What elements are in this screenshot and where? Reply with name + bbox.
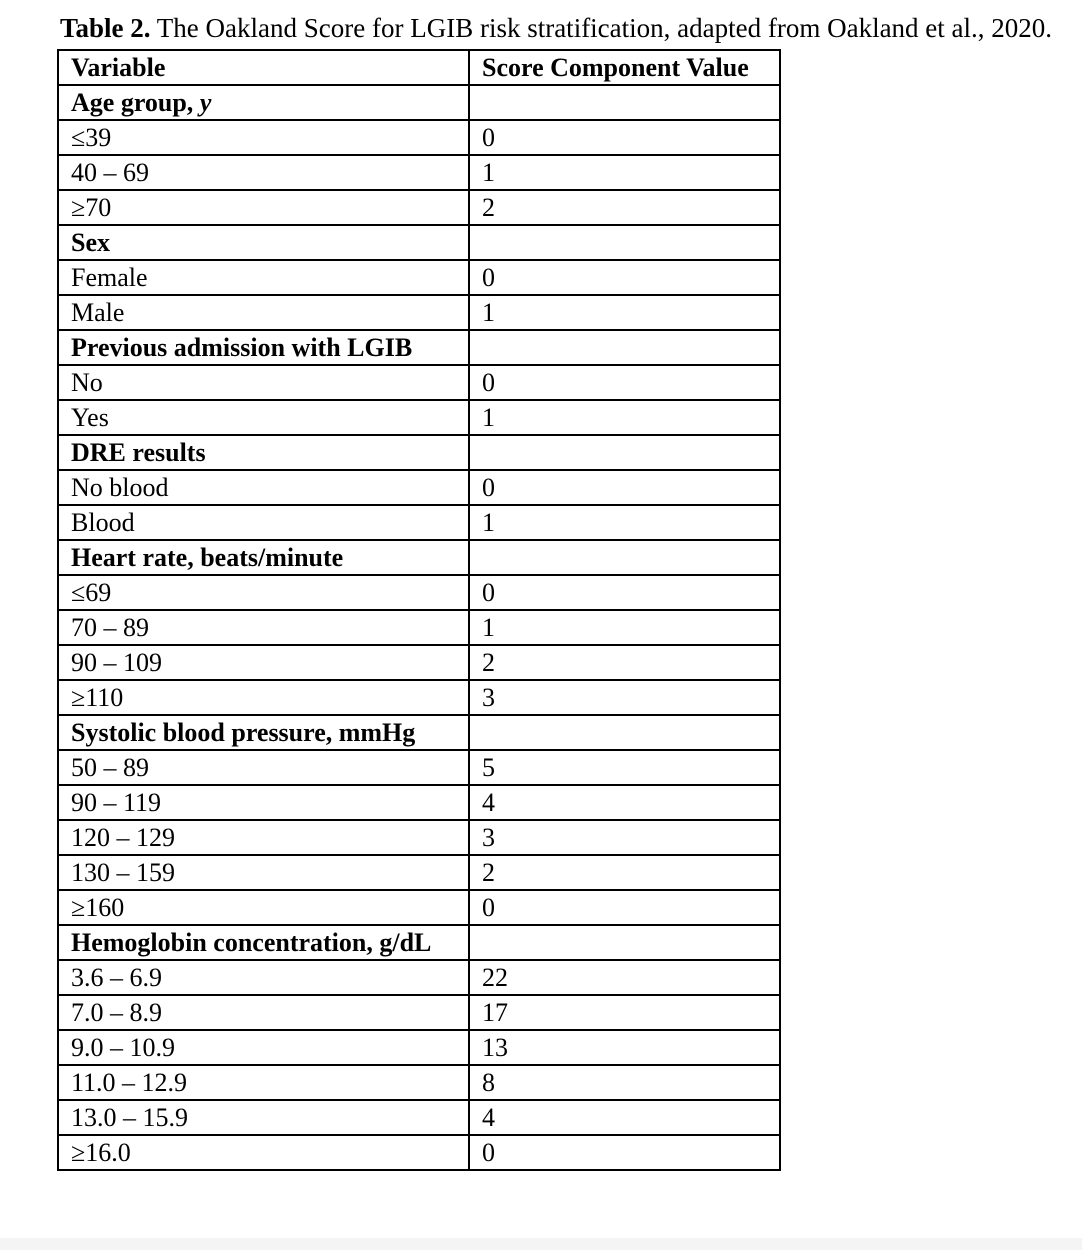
group-label-cell — [58, 330, 469, 365]
variable-text: Hemoglobin concentration, g/dL — [71, 928, 432, 957]
score-value-cell: 0 — [469, 120, 780, 155]
variable-cell — [58, 1135, 469, 1170]
score-value-cell: 17 — [469, 995, 780, 1030]
group-label-cell — [58, 925, 469, 960]
score-value-cell: 8 — [469, 1065, 780, 1100]
table-row — [58, 960, 780, 995]
variable-text: No — [71, 368, 103, 397]
score-value-cell: 1 — [469, 295, 780, 330]
variable-text: 70 – 89 — [71, 613, 149, 642]
table-row — [58, 190, 780, 225]
score-value-cell: 13 — [469, 1030, 780, 1065]
table-row — [58, 750, 780, 785]
score-value-cell: 1 — [469, 400, 780, 435]
variable-cell — [58, 470, 469, 505]
group-label-cell — [58, 435, 469, 470]
variable-cell — [58, 610, 469, 645]
table-group-row — [58, 225, 780, 260]
table-row — [58, 1100, 780, 1135]
variable-cell — [58, 785, 469, 820]
caption-label: Table 2. — [60, 13, 151, 43]
variable-cell — [58, 680, 469, 715]
score-value-cell: 3 — [469, 820, 780, 855]
table-row — [58, 575, 780, 610]
score-value-cell: 1 — [469, 505, 780, 540]
variable-text: 130 – 159 — [71, 858, 175, 887]
table-body — [58, 85, 780, 1170]
score-value-cell — [469, 435, 780, 470]
table-row — [58, 890, 780, 925]
table-row — [58, 505, 780, 540]
score-value-cell: 22 — [469, 960, 780, 995]
score-value-cell: 0 — [469, 260, 780, 295]
variable-text: 50 – 89 — [71, 753, 149, 782]
score-value-cell — [469, 85, 780, 120]
table-row — [58, 645, 780, 680]
variable-cell — [58, 820, 469, 855]
table-row — [58, 855, 780, 890]
variable-text: 90 – 119 — [71, 788, 162, 817]
score-value-cell: 0 — [469, 1135, 780, 1170]
variable-cell — [58, 505, 469, 540]
variable-text: 120 – 129 — [71, 823, 175, 852]
variable-cell — [58, 750, 469, 785]
variable-text: ≥16.0 — [71, 1138, 131, 1167]
variable-cell — [58, 575, 469, 610]
score-value-cell: 2 — [469, 190, 780, 225]
variable-cell — [58, 155, 469, 190]
variable-text: ≥70 — [71, 193, 112, 222]
score-value-cell: 1 — [469, 610, 780, 645]
table-row — [58, 295, 780, 330]
group-label-cell — [58, 715, 469, 750]
group-label-cell — [58, 225, 469, 260]
variable-text: 9.0 – 10.9 — [71, 1033, 175, 1062]
variable-cell — [58, 995, 469, 1030]
variable-text: DRE results — [71, 438, 206, 467]
table-header-row — [58, 50, 780, 85]
variable-cell — [58, 365, 469, 400]
score-value-cell: 0 — [469, 365, 780, 400]
variable-cell — [58, 120, 469, 155]
table-group-row — [58, 715, 780, 750]
variable-cell — [58, 855, 469, 890]
variable-text: 3.6 – 6.9 — [71, 963, 162, 992]
variable-text: ≥110 — [71, 683, 124, 712]
table-row — [58, 1030, 780, 1065]
score-value-cell: 4 — [469, 1100, 780, 1135]
variable-text: 11.0 – 12.9 — [71, 1068, 188, 1097]
variable-text: Heart rate, beats/minute — [71, 543, 344, 572]
score-value-cell — [469, 540, 780, 575]
table-row — [58, 820, 780, 855]
header-score-value: Score Component Value — [469, 50, 780, 85]
variable-unit-suffix: y — [199, 88, 212, 117]
variable-text: Sex — [71, 228, 110, 257]
score-value-cell: 3 — [469, 680, 780, 715]
table-row — [58, 470, 780, 505]
variable-text: ≤39 — [71, 123, 112, 152]
table-caption — [60, 12, 1075, 44]
table-row — [58, 260, 780, 295]
table-group-row — [58, 540, 780, 575]
page-bottom-band — [0, 1238, 1082, 1250]
caption-text: The Oakland Score for LGIB risk stratification, adapted from Oakland et al., 2020. — [150, 13, 1053, 43]
variable-cell — [58, 1030, 469, 1065]
table-row — [58, 1065, 780, 1100]
variable-text: 13.0 – 15.9 — [71, 1103, 188, 1132]
table-group-row — [58, 85, 780, 120]
group-label-cell — [58, 540, 469, 575]
group-label-cell — [58, 85, 469, 120]
variable-text: Yes — [71, 403, 109, 432]
table-group-row — [58, 435, 780, 470]
table-row — [58, 120, 780, 155]
score-value-cell: 0 — [469, 470, 780, 505]
variable-cell — [58, 1100, 469, 1135]
table-row — [58, 365, 780, 400]
variable-text: Male — [71, 298, 125, 327]
table-row — [58, 995, 780, 1030]
table-row — [58, 610, 780, 645]
variable-cell — [58, 1065, 469, 1100]
variable-cell — [58, 400, 469, 435]
header-variable: Variable — [58, 50, 469, 85]
score-value-cell: 2 — [469, 855, 780, 890]
variable-text: Female — [71, 263, 148, 292]
score-value-cell: 5 — [469, 750, 780, 785]
table-row — [58, 1135, 780, 1170]
score-value-cell: 2 — [469, 645, 780, 680]
table-row — [58, 785, 780, 820]
variable-text: 90 – 109 — [71, 648, 162, 677]
table-row — [58, 155, 780, 190]
score-value-cell: 0 — [469, 890, 780, 925]
variable-text: 40 – 69 — [71, 158, 149, 187]
variable-text: Blood — [71, 508, 135, 537]
score-value-cell — [469, 925, 780, 960]
variable-cell — [58, 960, 469, 995]
variable-text: ≤69 — [71, 578, 112, 607]
variable-cell — [58, 260, 469, 295]
variable-cell — [58, 190, 469, 225]
variable-cell — [58, 295, 469, 330]
table-group-row — [58, 925, 780, 960]
score-value-cell — [469, 715, 780, 750]
variable-text: 7.0 – 8.9 — [71, 998, 162, 1027]
variable-cell — [58, 645, 469, 680]
variable-cell — [58, 890, 469, 925]
variable-text: Previous admission with LGIB — [71, 333, 413, 362]
variable-text: Age group, — [71, 88, 200, 117]
score-value-cell: 4 — [469, 785, 780, 820]
score-value-cell: 1 — [469, 155, 780, 190]
oakland-score-table — [57, 49, 781, 1171]
table-row — [58, 400, 780, 435]
variable-text: ≥160 — [71, 893, 125, 922]
score-value-cell — [469, 225, 780, 260]
score-value-cell: 0 — [469, 575, 780, 610]
variable-text: Systolic blood pressure, mmHg — [71, 718, 416, 747]
variable-text: No blood — [71, 473, 169, 502]
score-value-cell — [469, 330, 780, 365]
table-group-row — [58, 330, 780, 365]
table-row — [58, 680, 780, 715]
